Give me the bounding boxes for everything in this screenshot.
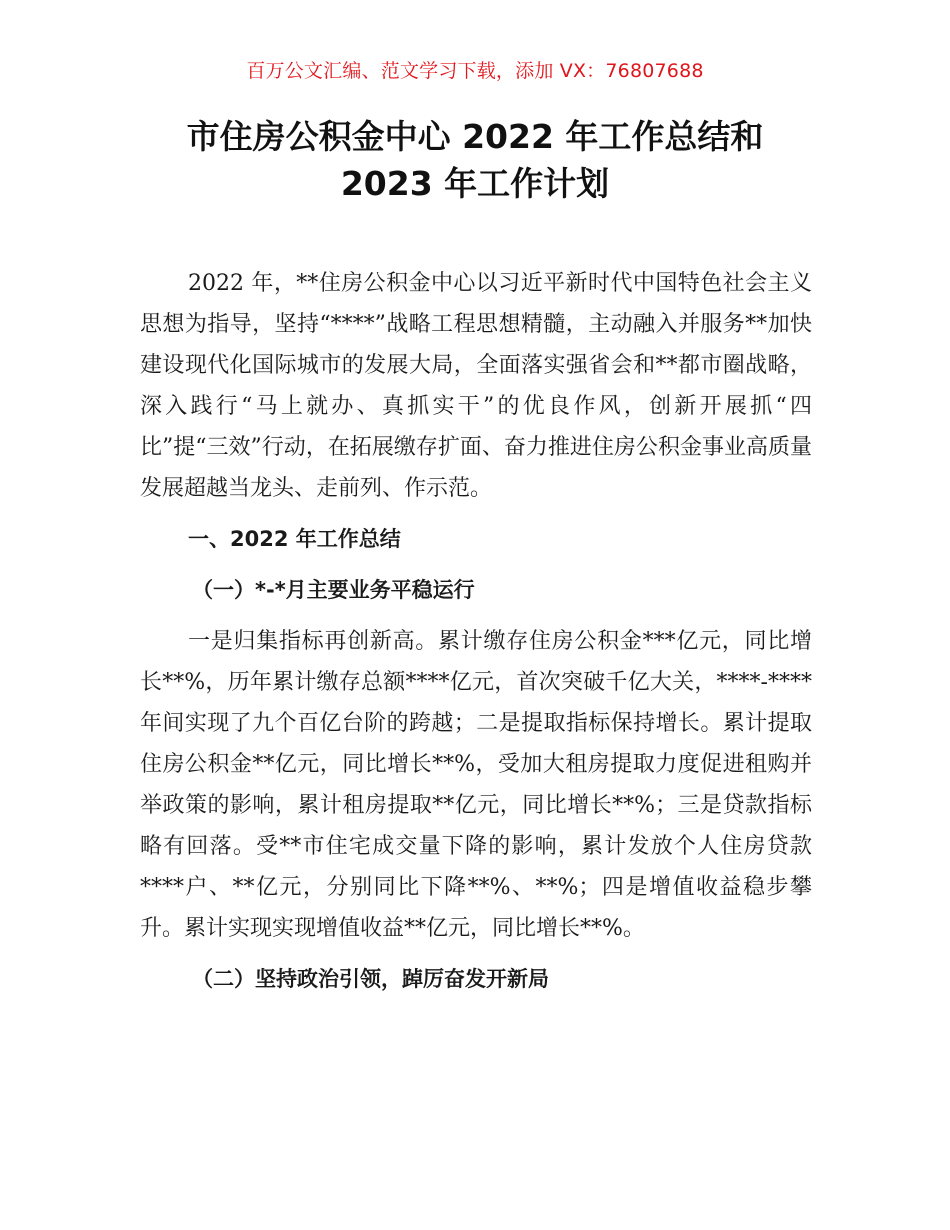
- section-heading-1: 一、2022 年工作总结: [188, 527, 401, 551]
- title-line-1: 市住房公积金中心 2022 年工作总结和: [186, 117, 764, 156]
- subsection-heading-2: （二）坚持政治引领，踔厉奋发开新局: [192, 967, 549, 991]
- intro-paragraph: 2022 年，**住房公积金中心以习近平新时代中国特色社会主义思想为指导，坚持“****”战略工程思想精髓，主动融入并服务**加快建设现代化国际城市的发展大局，全面落实强省会和**都市圈战略，深入践行“马上就办、真抓实干”的优良作风，创新开展抓“四比”提“三效”行动，在拓展缴存扩面、奋力推进住房公积金事业高质量发展超越当龙头、走前列、作示范。: [140, 271, 812, 501]
- subsection-1-paragraph: 一是归集指标再创新高。累计缴存住房公积金***亿元，同比增长**%，历年累计缴存总额****亿元，首次突破千亿大关，****-****年间实现了九个百亿台阶的跨越；二是提取指标保持增长。累计提取住房公积金**亿元，同比增长**%，受加大租房提取力度促进租购并举政策的影响，累计租房提取**亿元，同比增长**%；三是贷款指标略有回落。受**市住宅成交量下降的影响，累计发放个人住房贷款****户、**亿元，分别同比下降**%、**%；四是增值收益稳步攀升。累计实现实现增值收益**亿元，同比增长**%。: [140, 629, 812, 941]
- subsection-heading-1: （一）*-*月主要业务平稳运行: [192, 578, 475, 602]
- watermark-text: 百万公文汇编、范文学习下载，添加 VX：76807688: [246, 60, 704, 82]
- document-title: [0, 113, 950, 207]
- document-body: [140, 263, 812, 1000]
- title-line-2: 2023 年工作计划: [340, 164, 610, 203]
